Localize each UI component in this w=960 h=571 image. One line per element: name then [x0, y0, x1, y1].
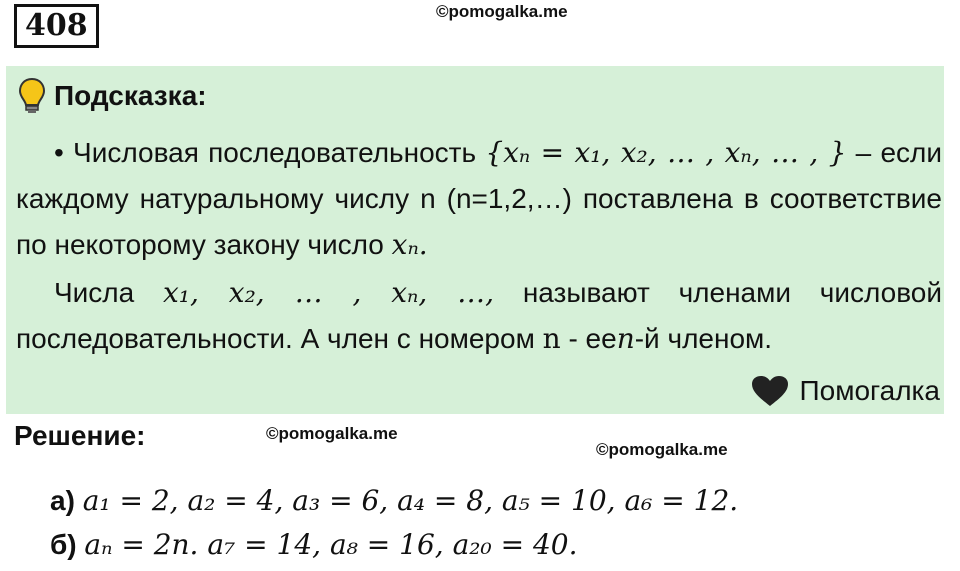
- task-number: 408: [14, 4, 99, 48]
- brand: [750, 374, 940, 408]
- item-label-a: а): [50, 485, 75, 516]
- item-label-b: б): [50, 529, 77, 560]
- lightbulb-icon: [18, 77, 46, 115]
- hint-paragraph-1: [16, 130, 942, 268]
- hint-box: [6, 66, 944, 414]
- hint-header: [18, 76, 207, 116]
- hint-text: Числовая последовательность: [73, 137, 477, 168]
- hint-text: -й членом.: [634, 323, 773, 354]
- symbol-n-italic: n: [616, 322, 635, 355]
- hint-paragraph-2: [16, 270, 942, 362]
- symbol-n: n: [542, 322, 561, 355]
- hint-text: если каждому натуральному числу n (n=1,2,…) поставлена в соответствие по некоторому закону число: [16, 137, 942, 260]
- solution-title: Решение:: [14, 420, 146, 451]
- hint-text: Числа: [54, 277, 135, 308]
- formula-a: a₁ = 2, a₂ = 4, a₃ = 6, a₄ = 8, a₅ = 10, a₆ = 12.: [82, 484, 739, 517]
- hint-text: называют членами числовой последовательности. А член с номером: [16, 277, 943, 354]
- watermark: ©pomogalka.me: [266, 424, 398, 443]
- brand-name: Помогалка: [799, 375, 940, 406]
- heart-icon: [750, 374, 790, 408]
- term-xn: xₙ.: [391, 228, 428, 261]
- formula-b: aₙ = 2n. a₇ = 14, a₈ = 16, a₂₀ = 40.: [84, 528, 578, 561]
- bullet: •: [54, 137, 64, 168]
- terms-formula: x₁, x₂, … , xₙ, …,: [162, 276, 495, 309]
- solution-line-a: [50, 484, 738, 517]
- hint-text: - ее: [568, 323, 617, 354]
- watermark: ©pomogalka.me: [596, 440, 728, 459]
- dash: –: [855, 137, 872, 168]
- hint-title: Подсказка:: [54, 80, 207, 111]
- solution-line-b: [50, 528, 578, 561]
- sequence-formula: {xₙ = x₁, x₂, … , xₙ, … , }: [485, 136, 847, 169]
- watermark: ©pomogalka.me: [436, 2, 568, 21]
